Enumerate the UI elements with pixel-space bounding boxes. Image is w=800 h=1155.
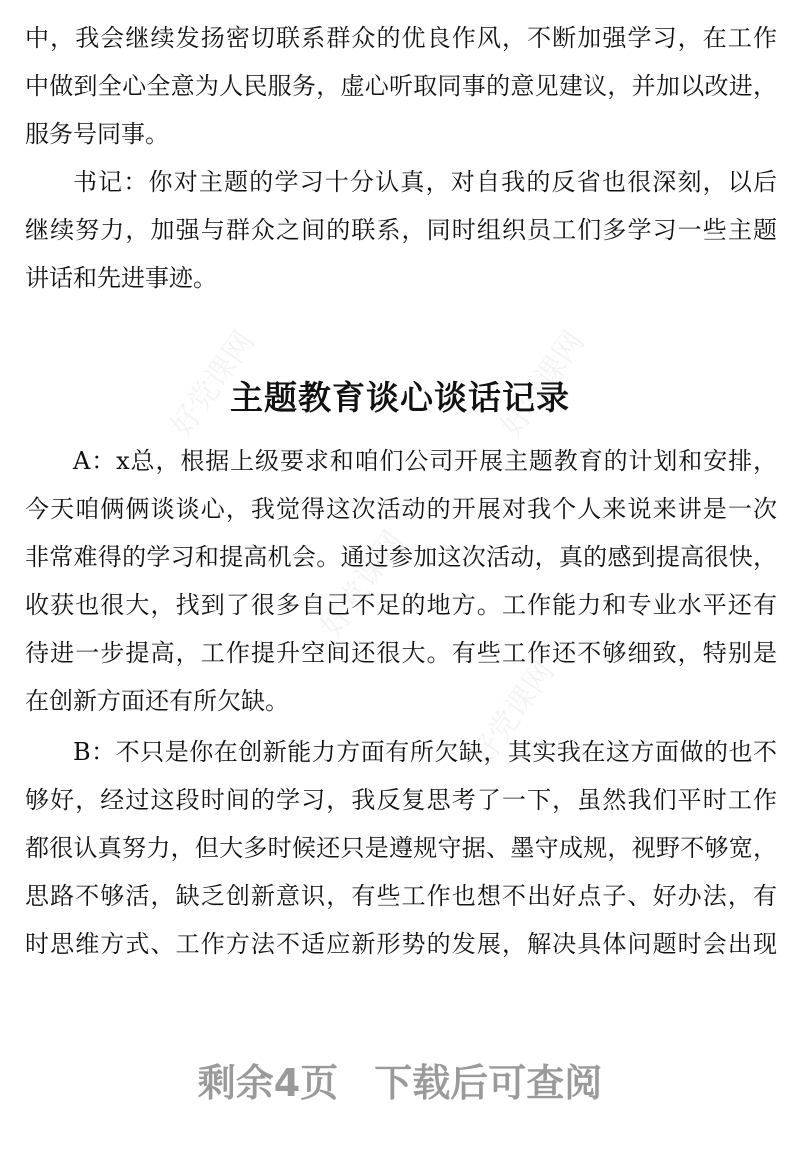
text-line: 讲话和先进事迹。: [25, 264, 217, 292]
text-line: 今天咱俩俩谈谈心，我觉得这次活动的开展对我个人来说来讲是一次: [25, 495, 777, 523]
paragraph-a: [25, 437, 777, 725]
section-title: 主题教育谈心谈话记录: [230, 378, 570, 417]
text-line: B：不只是你在创新能力方面有所欠缺，其实我在这方面做的也不: [73, 738, 777, 766]
watermark: 好党课网: [164, 324, 262, 444]
download-prompt[interactable]: [0, 1052, 800, 1107]
text-line: 思路不够活，缺乏创新意识，有些工作也想不出好点子、好办法，有: [25, 882, 777, 910]
text-line: 中做到全心全意为人民服务，虚心听取同事的意见建议，并加以改进，: [25, 72, 777, 100]
text-line: 中，我会继续发扬密切联系群众的优良作风，不断加强学习，在工作: [25, 24, 777, 52]
text-line: 继续努力，加强与群众之间的联系，同时组织员工们多学习一些主题: [25, 216, 777, 244]
text-line: 在创新方面还有所欠缺。: [25, 687, 289, 715]
text-line: 非常难得的学习和提高机会。通过参加这次活动，真的感到提高很快，: [25, 543, 777, 571]
download-to-view-label[interactable]: 下载后可查阅: [374, 1061, 603, 1105]
watermark: 好党课网: [464, 654, 562, 774]
paragraph-commitment: [25, 14, 777, 158]
text-line: 都很认真努力，但大多时候还只是遵规守据、墨守成规，视野不够宽，: [25, 834, 777, 862]
text-line: 服务号同事。: [25, 120, 169, 148]
text-line: 够好，经过这段时间的学习，我反复思考了一下，虽然我们平时工作: [25, 786, 777, 814]
paragraph-secretary: [25, 158, 777, 302]
remaining-pages-label: 剩余4页: [197, 1061, 339, 1105]
watermark: 好党课网: [314, 524, 412, 644]
text-line: 收获也很大，找到了很多自己不足的地方。工作能力和专业水平还有: [25, 591, 777, 619]
text-line: A：x总，根据上级要求和咱们公司开展主题教育的计划和安排，: [73, 447, 777, 475]
watermark: 好党课网: [494, 324, 592, 444]
text-line: 待进一步提高，工作提升空间还很大。有些工作还不够细致，特别是: [25, 639, 777, 667]
text-line: 时思维方式、工作方法不适应新形势的发展，解决具体问题时会出现: [25, 930, 777, 958]
text-line: 书记：你对主题的学习十分认真，对自我的反省也很深刻，以后: [73, 168, 777, 196]
paragraph-b: [25, 728, 777, 968]
